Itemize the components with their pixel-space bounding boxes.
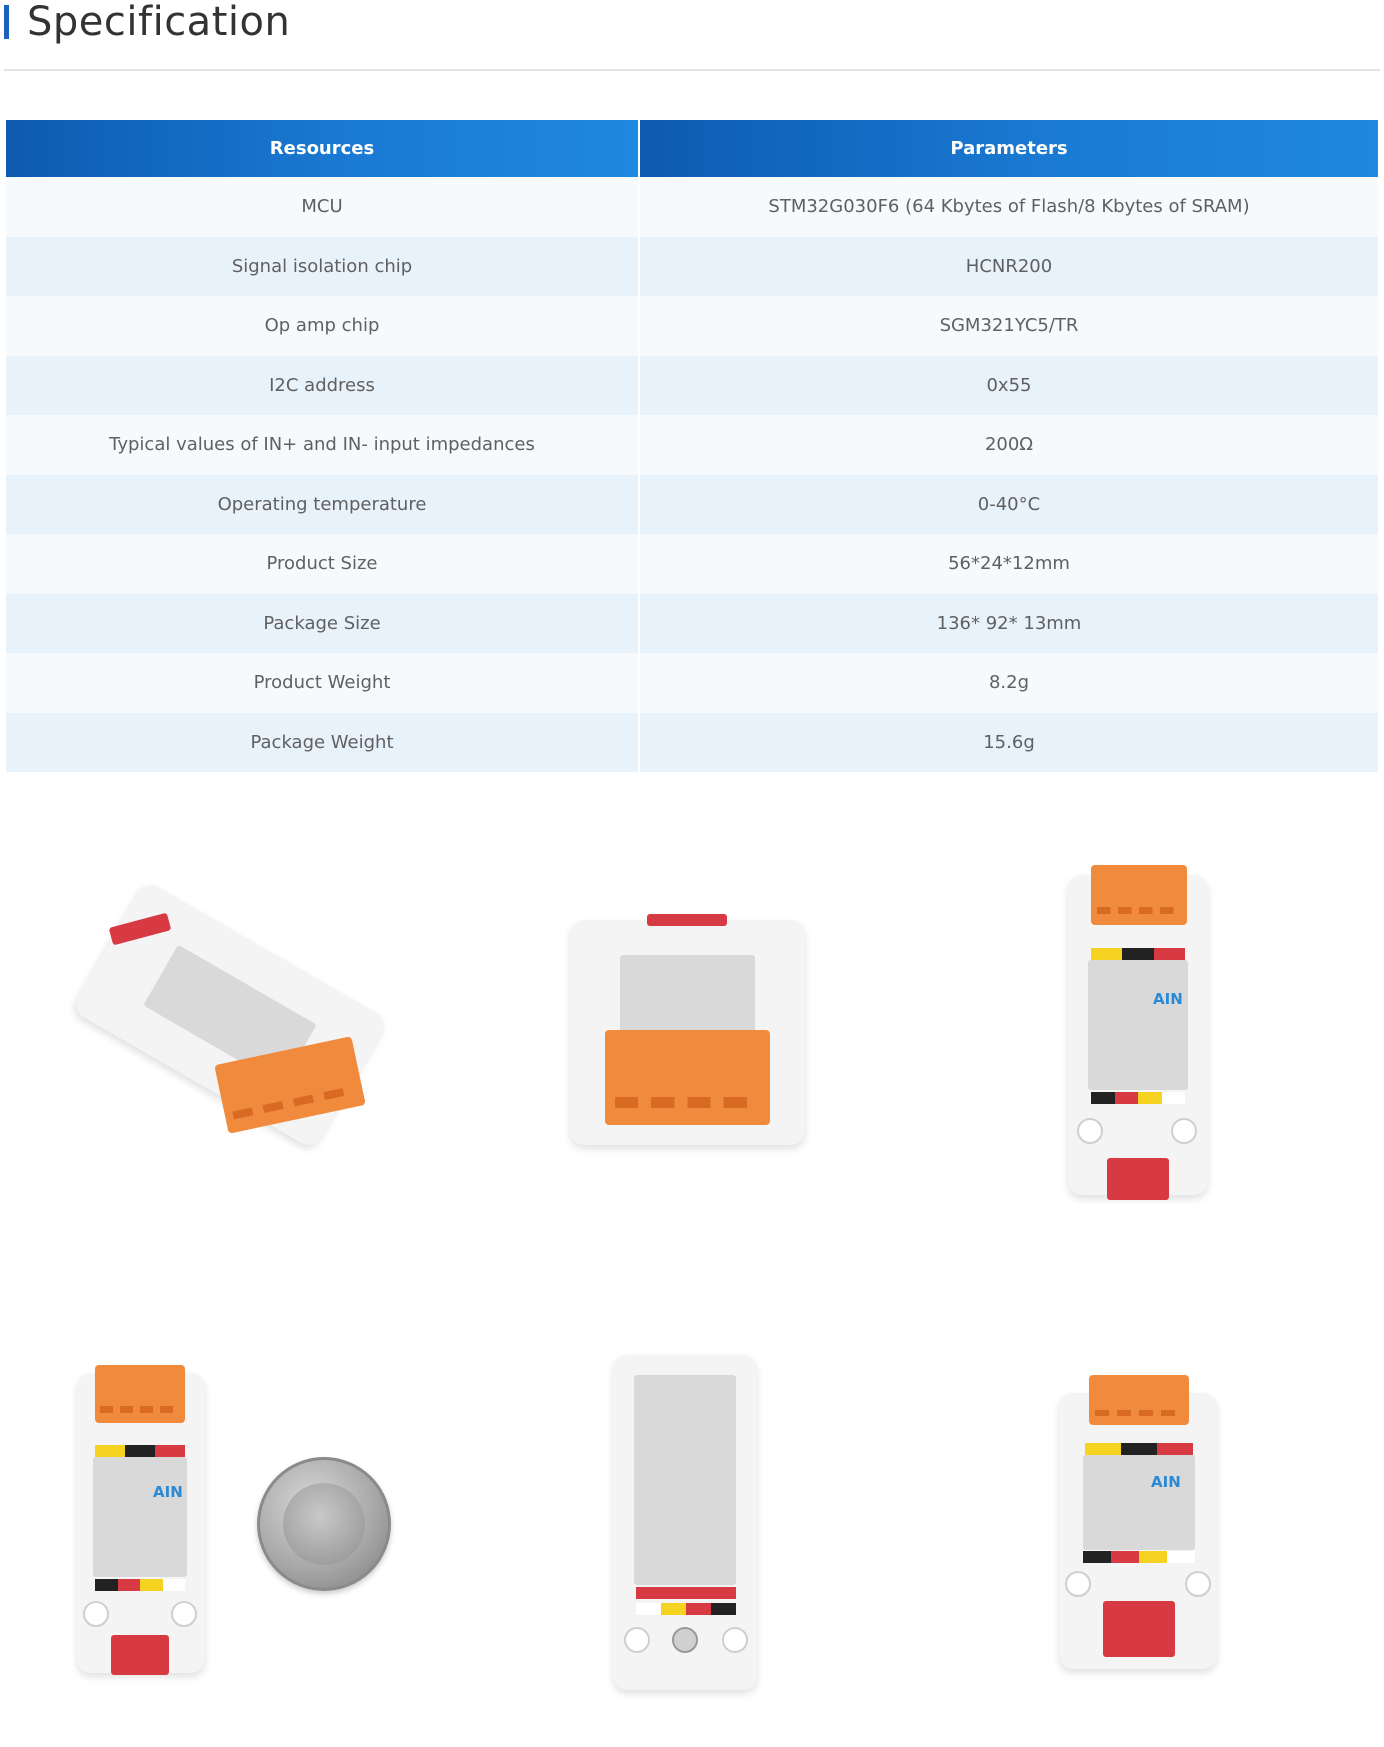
product-photo-front: [565, 920, 815, 1150]
resource-cell: Package Size: [6, 594, 639, 654]
resource-cell: Product Size: [6, 534, 639, 594]
grove-connector: [1107, 1158, 1169, 1200]
port-strip: [636, 1603, 736, 1615]
port-strip: [1083, 1551, 1195, 1563]
parameter-cell: 56*24*12mm: [639, 534, 1378, 594]
module-label: [93, 1457, 187, 1577]
mount-hole: [83, 1601, 109, 1627]
mount-hole: [1171, 1118, 1197, 1144]
parameter-cell: STM32G030F6 (64 Kbytes of Flash/8 Kbytes of SRAM): [639, 177, 1378, 237]
grove-connector: [1103, 1601, 1175, 1657]
resource-cell: Op amp chip: [6, 296, 639, 356]
ain-label: AIN: [153, 1483, 183, 1501]
table-row: [6, 475, 1378, 535]
product-photo-back: [610, 1355, 770, 1695]
table-row: [6, 415, 1378, 475]
module-label: [620, 955, 755, 1035]
module-label: [1088, 960, 1188, 1090]
back-label: [634, 1375, 736, 1585]
product-photo-angled: [70, 900, 400, 1180]
port-strip: [636, 1587, 736, 1599]
port-strip: [95, 1579, 185, 1591]
pin-strip: [95, 1445, 185, 1457]
terminal-block: [1091, 865, 1187, 925]
table-row: [6, 594, 1378, 654]
mount-hole: [1065, 1571, 1091, 1597]
pin-strip: [1085, 1443, 1193, 1455]
spec-table: [6, 120, 1378, 772]
parameter-cell: 0-40°C: [639, 475, 1378, 535]
quarter-coin: [257, 1457, 391, 1591]
table-row: [6, 534, 1378, 594]
resource-cell: Signal isolation chip: [6, 237, 639, 297]
mount-hole: [171, 1601, 197, 1627]
column-header-parameters: Parameters: [639, 120, 1378, 177]
grove-connector: [111, 1635, 169, 1675]
mount-hole: [1077, 1118, 1103, 1144]
resource-cell: Operating temperature: [6, 475, 639, 535]
coin-face: [283, 1483, 365, 1565]
table-row: [6, 653, 1378, 713]
parameter-cell: 136* 92* 13mm: [639, 594, 1378, 654]
heading-accent-bar: [4, 5, 9, 39]
port-strip: [1091, 1092, 1185, 1104]
grove-connector: [647, 914, 727, 926]
center-screw: [672, 1627, 698, 1653]
product-photo-top: [1063, 860, 1213, 1205]
table-row: [6, 237, 1378, 297]
ain-label: AIN: [1153, 990, 1183, 1008]
resource-cell: Typical values of IN+ and IN- input impedances: [6, 415, 639, 475]
mount-hole: [624, 1627, 650, 1653]
resource-cell: Package Weight: [6, 713, 639, 773]
parameter-cell: 8.2g: [639, 653, 1378, 713]
product-photo-size-compare: [75, 1365, 405, 1680]
page-title: Specification: [27, 0, 291, 45]
parameter-cell: HCNR200: [639, 237, 1378, 297]
resource-cell: Product Weight: [6, 653, 639, 713]
terminal-block: [1089, 1375, 1189, 1425]
mount-hole: [722, 1627, 748, 1653]
resource-cell: I2C address: [6, 356, 639, 416]
mount-hole: [1185, 1571, 1211, 1597]
section-heading: [4, 0, 290, 44]
heading-divider: [4, 69, 1380, 71]
table-row: [6, 356, 1378, 416]
parameter-cell: 15.6g: [639, 713, 1378, 773]
terminal-block: [95, 1365, 185, 1423]
table-row: [6, 713, 1378, 773]
terminal-block: [605, 1030, 770, 1125]
resource-cell: MCU: [6, 177, 639, 237]
ain-label: AIN: [1151, 1473, 1181, 1491]
parameter-cell: 200Ω: [639, 415, 1378, 475]
table-header-row: [6, 120, 1378, 177]
parameter-cell: 0x55: [639, 356, 1378, 416]
table-row: [6, 177, 1378, 237]
pin-strip: [1091, 948, 1185, 960]
table-row: [6, 296, 1378, 356]
parameter-cell: SGM321YC5/TR: [639, 296, 1378, 356]
column-header-resources: Resources: [6, 120, 639, 177]
product-photo-top-angled: [1055, 1375, 1225, 1675]
module-label: [1083, 1455, 1195, 1550]
